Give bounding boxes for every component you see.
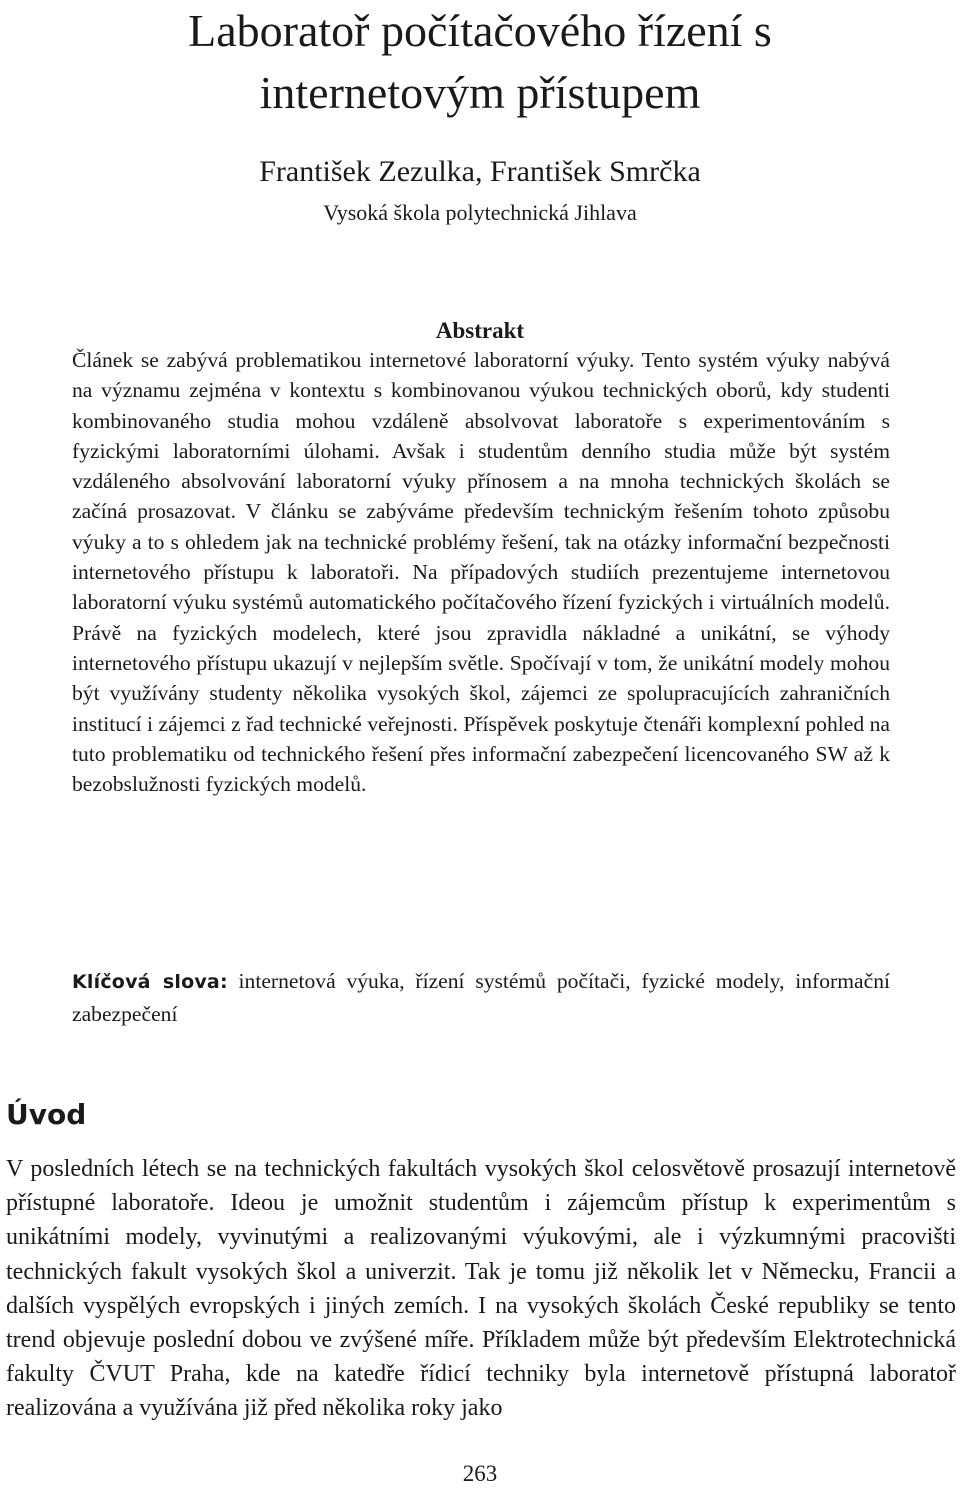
page-number: 263: [462, 1461, 498, 1486]
section-heading-intro: Úvod: [6, 1098, 87, 1131]
abstract-heading: Abstrakt: [435, 318, 525, 343]
intro-text: V posledních létech se na technických fakultách vysokých škol celosvětově prosazují internetově přístupné laboratoře. Ideou je umožnit studentům i zájemcům přístup k experimentům s unikátními modely, vyvinutými a realizovanými výukovými, ale i výzkumnými pracovišti technických fakult vysokých škol a univerzit. Tak je tomu již několik let v Německu, Francii a dalších vyspělých evropských i jiných zemích. I na vysokých školách České republiky se tento trend objevuje poslední dobou ve zvýšené míře. Příkladem může být především Elektrotechnická fakulty ČVUT Praha, kde na katedře řídicí techniky byla internetově přístupná laboratoř realizována a využívána již před několika roky jako: [6, 1156, 956, 1422]
keywords-paragraph: [72, 965, 890, 1030]
paper-authors: František Zezulka, František Smrčka: [259, 155, 701, 188]
paper-affiliation: Vysoká škola polytechnická Jihlava: [323, 200, 637, 225]
keywords-text: internetová výuka, řízení systémů počítači, fyzické modely, informační zabezpečení: [72, 969, 890, 1026]
paper-title: Laboratoř počítačového řízení s internetovým přístupem: [188, 5, 772, 118]
keywords-label: Klíčová slova:: [72, 971, 228, 993]
abstract-text: Článek se zabývá problematikou internetové laboratorní výuky. Tento systém výuky nabývá na významu zejména v kontextu s kombinovanou výukou technických oborů, kdy studenti kombinovaného studia mohou vzdáleně absolvovat laboratoře s experimentováním s fyzickými laboratorními úlohami. Avšak i studentům denního studia může být systém vzdáleného absolvování laboratorní výuky přínosem a na mnoha technických školách se začíná prosazovat. V článku se zabýváme především technickým řešením tohoto způsobu výuky a to s ohledem jak na technické problémy řešení, tak na otázky informační bezpečnosti internetového přístupu k laboratoři. Na případových studiích prezentujeme internetovou laboratorní výuku systémů automatického počítačového řízení fyzických i virtuálních modelů. Právě na fyzických modelech, které jsou zpravidla nákladné a unikátní, se výhody internetového přístupu ukazují v nejlepším světle. Spočívají v tom, že unikátní modely mohou být využívány studenty několika vysokých škol, zájemci ze spolupracujících zahraničních institucí i zájemci z řad technické veřejnosti. Příspěvek poskytuje čtenáři komplexní pohled na tuto problematiku od technického řešení přes informační zabezpečení licencovaného SW až k bezobslužnosti fyzických modelů.: [72, 348, 890, 797]
